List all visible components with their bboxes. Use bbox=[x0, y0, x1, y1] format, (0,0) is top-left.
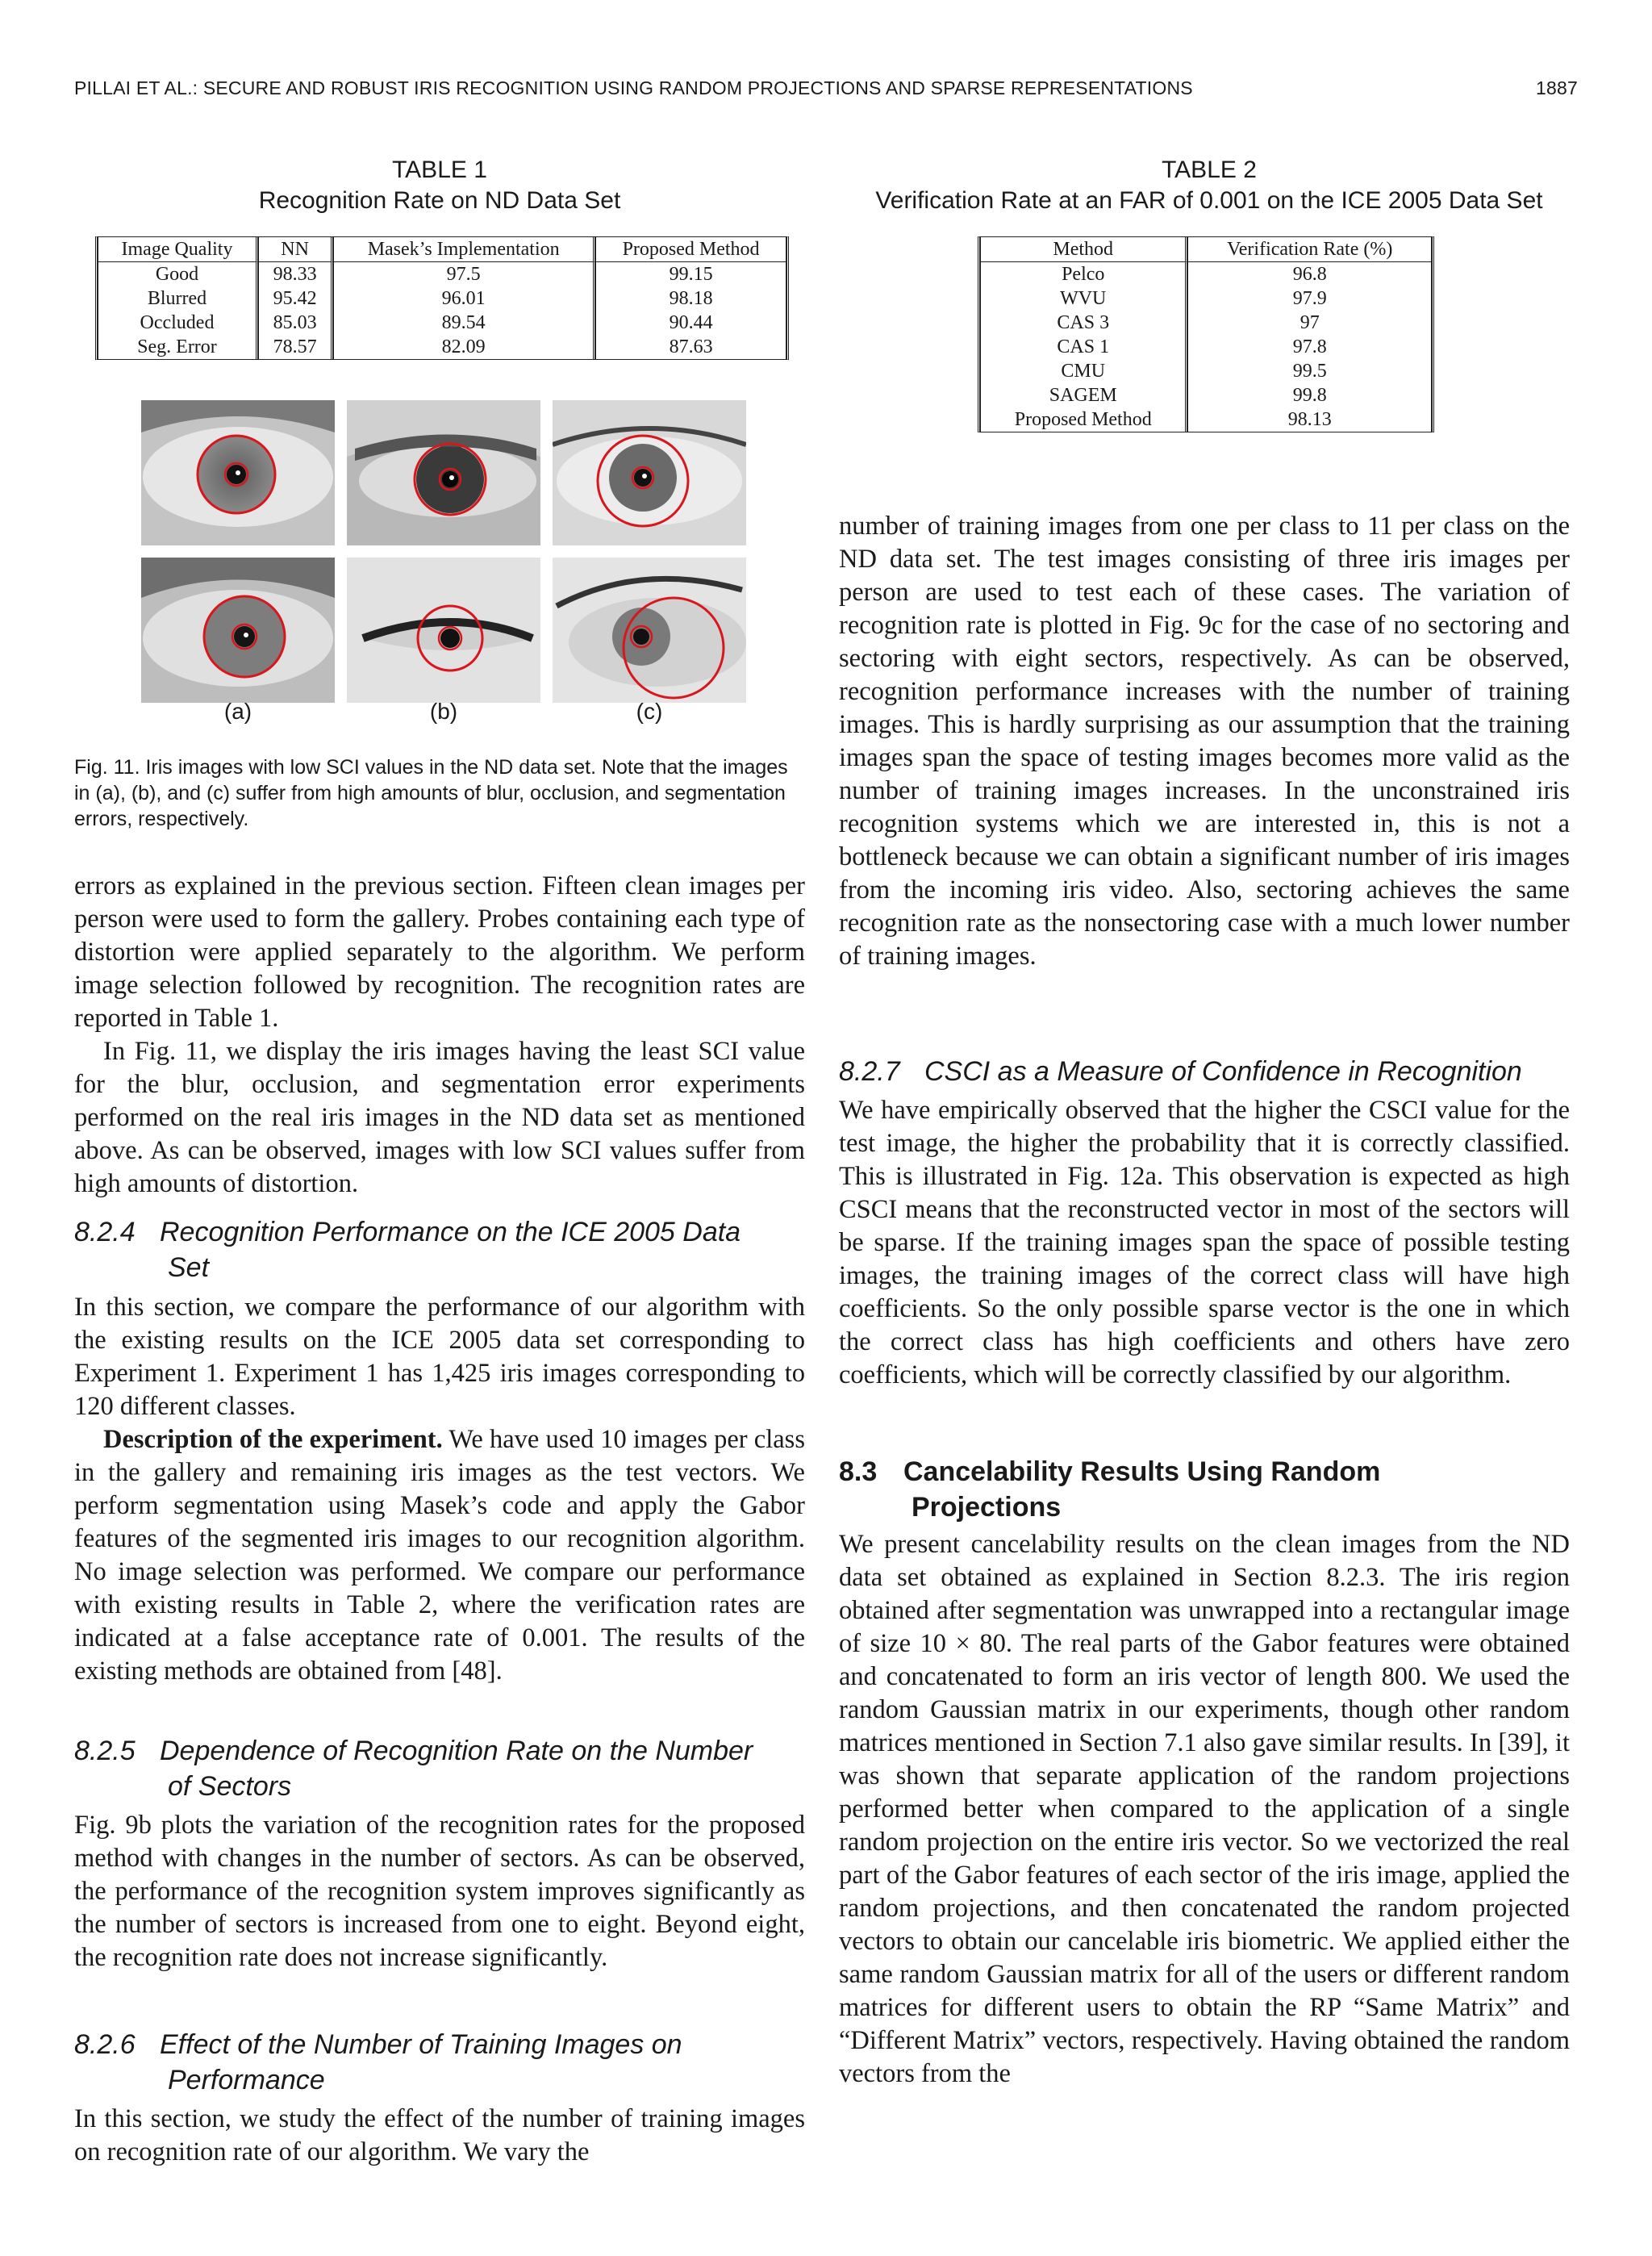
table-cell: 99.5 bbox=[1187, 359, 1432, 383]
figure-11 bbox=[141, 400, 785, 735]
table1-header-cell: Masek’s Implementation bbox=[333, 237, 595, 262]
table-cell: 87.63 bbox=[595, 335, 786, 359]
eye-image-b-top bbox=[347, 400, 540, 545]
run-in-heading: Description of the experiment. bbox=[103, 1425, 443, 1454]
table-row bbox=[980, 407, 1432, 432]
section-number: 8.3 bbox=[839, 1456, 878, 1487]
table1-header-cell: NN bbox=[258, 237, 333, 262]
eye-image-b-bottom bbox=[347, 558, 540, 703]
body-text: We present cancelability results on the clean images from the ND data set obtained as explained in Section 8.2.3. The iris region obtained after segmentation was unwrapped into a rectangular image of size 10 × 80. The real parts of the Gabor features were obtained and concatenated to form an iris vector of length 800. We used the random Gaussian matrix in our experiments, though other random matrices mentioned in Section 7.1 also gave similar results. In [39], it was shown that separate application of the random projections performed better when compared to the application of a single random projection on the entire iris vector. So we vectorized the real part of the Gabor features of each sector of the iris image, applied the random projections, and then concatenated the random projected vectors to obtain our cancelable iris biometric. We applied either the same random Gaussian matrix for all of the users or different random matrices for different users to obtain the RP “Same Matrix” and “Different Matrix” vectors, respectively. Having obtained the random vectors from the bbox=[839, 1530, 1570, 2088]
section-title-cont: Set bbox=[168, 1252, 210, 1283]
table-cell: CMU bbox=[980, 359, 1187, 383]
table-cell: Good bbox=[98, 262, 258, 286]
table1-header-cell: Image Quality bbox=[98, 237, 258, 262]
table-cell: 98.33 bbox=[258, 262, 333, 286]
table-cell: 98.18 bbox=[595, 286, 786, 311]
body-text: Fig. 9b plots the variation of the recognition rates for the proposed method with changes in the number of sectors. As can be observed, the performance of the recognition system improves significantly as the number of sectors is increased from one to eight. Beyond eight, the recognition rate does not increase significantly. bbox=[74, 1811, 805, 1972]
section-title-cont: Performance bbox=[168, 2065, 325, 2095]
table-cell: 89.54 bbox=[333, 311, 595, 335]
table-row bbox=[980, 383, 1432, 407]
table-cell: 82.09 bbox=[333, 335, 595, 359]
table-cell: 90.44 bbox=[595, 311, 786, 335]
fig11-sublabel-c: (c) bbox=[636, 699, 663, 724]
table2-caption bbox=[839, 155, 1579, 216]
table1-caption bbox=[74, 155, 805, 216]
section-heading-8-2-6 bbox=[74, 2027, 805, 2098]
table1 bbox=[95, 236, 789, 360]
table-row bbox=[98, 262, 786, 286]
table-row bbox=[980, 286, 1432, 311]
table-row bbox=[98, 311, 786, 335]
right-paragraph-3 bbox=[839, 1528, 1570, 2091]
left-paragraph-2 bbox=[74, 1291, 805, 1688]
table-cell: CAS 1 bbox=[980, 335, 1187, 359]
table-row bbox=[980, 311, 1432, 335]
table-row bbox=[98, 335, 786, 359]
table2-header-cell: Verification Rate (%) bbox=[1187, 237, 1432, 262]
section-title-cont: Projections bbox=[912, 1492, 1062, 1523]
page-number: 1887 bbox=[1536, 77, 1578, 98]
table-cell: 97.8 bbox=[1187, 335, 1432, 359]
table2-header-row bbox=[980, 237, 1432, 262]
table1-title: Recognition Rate on ND Data Set bbox=[258, 187, 621, 214]
table-cell: 96.8 bbox=[1187, 262, 1432, 286]
section-number: 8.2.5 bbox=[74, 1736, 136, 1766]
table2-label: TABLE 2 bbox=[1162, 157, 1257, 183]
table-cell: 97 bbox=[1187, 311, 1432, 335]
table-cell: 98.13 bbox=[1187, 407, 1432, 432]
table-cell: Occluded bbox=[98, 311, 258, 335]
table2 bbox=[978, 236, 1434, 432]
section-number: 8.2.4 bbox=[74, 1217, 136, 1247]
section-heading-8-3 bbox=[839, 1454, 1579, 1525]
body-text: In Fig. 11, we display the iris images having the least SCI value for the blur, occlusion, and segmentation error experiments performed on the real iris images in the ND data set as mentioned above. As can be observed, images with low SCI values suffer from high amounts of distortion. bbox=[74, 1037, 805, 1198]
table-row bbox=[98, 286, 786, 311]
eye-image-c-top bbox=[553, 400, 746, 545]
table-row bbox=[980, 359, 1432, 383]
section-title: Recognition Performance on the ICE 2005 Data bbox=[160, 1217, 741, 1247]
eye-image-a-top bbox=[141, 400, 335, 545]
table-cell: WVU bbox=[980, 286, 1187, 311]
body-text: errors as explained in the previous section. Fifteen clean images per person were used to form the gallery. Probes containing each type of distortion were applied separately to the algorithm. We perform image selection followed by recognition. The recognition rates are reported in Table 1. bbox=[74, 871, 805, 1033]
body-text: In this section, we compare the performance of our algorithm with the existing results on the ICE 2005 data set corresponding to Experiment 1. Experiment 1 has 1,425 iris images corresponding to 120 different classes. bbox=[74, 1293, 805, 1421]
table-cell: 99.15 bbox=[595, 262, 786, 286]
running-header bbox=[74, 77, 1578, 110]
right-paragraph-2 bbox=[839, 1094, 1570, 1392]
table-cell: Proposed Method bbox=[980, 407, 1187, 432]
table-cell: 95.42 bbox=[258, 286, 333, 311]
table-cell: 97.5 bbox=[333, 262, 595, 286]
table-cell: Seg. Error bbox=[98, 335, 258, 359]
section-title-cont: of Sectors bbox=[168, 1771, 292, 1802]
section-title: Effect of the Number of Training Images on bbox=[160, 2029, 682, 2060]
table2-title: Verification Rate at an FAR of 0.001 on the ICE 2005 Data Set bbox=[875, 187, 1543, 214]
fig11-sublabel-a: (a) bbox=[223, 699, 252, 724]
body-text: number of training images from one per class to 11 per class on the ND data set. The test images consisting of three iris images per person are used to test each of these cases. The variation of recognition rate is plotted in Fig. 9c for the case of no sectoring and sectoring with eight sectors, respectively. As can be observed, recognition performance increases with the number of training images. This is hardly surprising as our assumption that the training images span the space of testing images becomes more valid as the number of training images increases. In the unconstrained iris recognition systems which we are interested in, this is not a bottleneck because we can obtain a significant number of iris images from the incoming iris video. Also, sectoring achieves the same recognition rate as the nonsectoring case with a much lower number of training images. bbox=[839, 512, 1570, 971]
running-title: PILLAI ET AL.: SECURE AND ROBUST IRIS RECOGNITION USING RANDOM PROJECTIONS AND SPARSE REPRESENTATIONS bbox=[74, 77, 1193, 98]
section-title: CSCI as a Measure of Confidence in Recognition bbox=[924, 1056, 1522, 1087]
table-cell: SAGEM bbox=[980, 383, 1187, 407]
section-number: 8.2.6 bbox=[74, 2029, 136, 2060]
section-heading-8-2-4 bbox=[74, 1214, 805, 1285]
table-row bbox=[980, 262, 1432, 286]
section-heading-8-2-7 bbox=[839, 1054, 1579, 1089]
eye-image-a-bottom bbox=[141, 558, 335, 703]
section-title: Cancelability Results Using Random bbox=[903, 1456, 1381, 1487]
table1-header-row bbox=[98, 237, 786, 262]
section-number: 8.2.7 bbox=[839, 1056, 900, 1087]
fig11-caption: Fig. 11. Iris images with low SCI values in the ND data set. Note that the images in (a), (b), and (c) suffer from high amounts of blur, occlusion, and segmentation errors, respectively. bbox=[74, 756, 788, 830]
table-cell: Blurred bbox=[98, 286, 258, 311]
table1-label: TABLE 1 bbox=[392, 157, 487, 183]
body-text-run: We have used 10 images per class in the gallery and remaining iris images as the test vectors. We perform segmentation using Masek’s code and apply the Gabor features of the segmented iris images to our recognition algorithm. No image selection was performed. We compare our performance with existing results in Table 2, where the verification rates are indicated at a false acceptance rate of 0.001. The results of the existing methods are obtained from [48]. bbox=[74, 1425, 805, 1686]
table-row bbox=[980, 335, 1432, 359]
left-paragraph-4 bbox=[74, 2103, 805, 2169]
body-text bbox=[74, 1423, 805, 1688]
left-paragraph-3 bbox=[74, 1809, 805, 1974]
table-cell: 99.8 bbox=[1187, 383, 1432, 407]
left-paragraph-1 bbox=[74, 870, 805, 1201]
table-cell: 96.01 bbox=[333, 286, 595, 311]
table-cell: 78.57 bbox=[258, 335, 333, 359]
body-text: We have empirically observed that the higher the CSCI value for the test image, the higher the probability that it is correctly classified. This is illustrated in Fig. 12a. This observation is expected as high CSCI means that the reconstructed vector in most of the sectors will be sparse. If the training images span the space of possible testing images, the training images of the correct class will have high coefficients. So the only possible sparse vector is the one in which the correct class has high coefficients and others have zero coefficients, which will be correctly classified by our algorithm. bbox=[839, 1096, 1570, 1389]
table-cell: CAS 3 bbox=[980, 311, 1187, 335]
section-heading-8-2-5 bbox=[74, 1733, 805, 1804]
table-cell: Pelco bbox=[980, 262, 1187, 286]
table-cell: 97.9 bbox=[1187, 286, 1432, 311]
table2-header-cell: Method bbox=[980, 237, 1187, 262]
right-paragraph-1 bbox=[839, 510, 1570, 973]
table1-header-cell: Proposed Method bbox=[595, 237, 786, 262]
fig11-sublabel-b: (b) bbox=[429, 699, 458, 724]
eye-image-c-bottom bbox=[553, 558, 746, 703]
section-title: Dependence of Recognition Rate on the Number bbox=[160, 1736, 753, 1766]
table-cell: 85.03 bbox=[258, 311, 333, 335]
body-text: In this section, we study the effect of the number of training images on recognition rate of our algorithm. We vary the bbox=[74, 2104, 805, 2166]
